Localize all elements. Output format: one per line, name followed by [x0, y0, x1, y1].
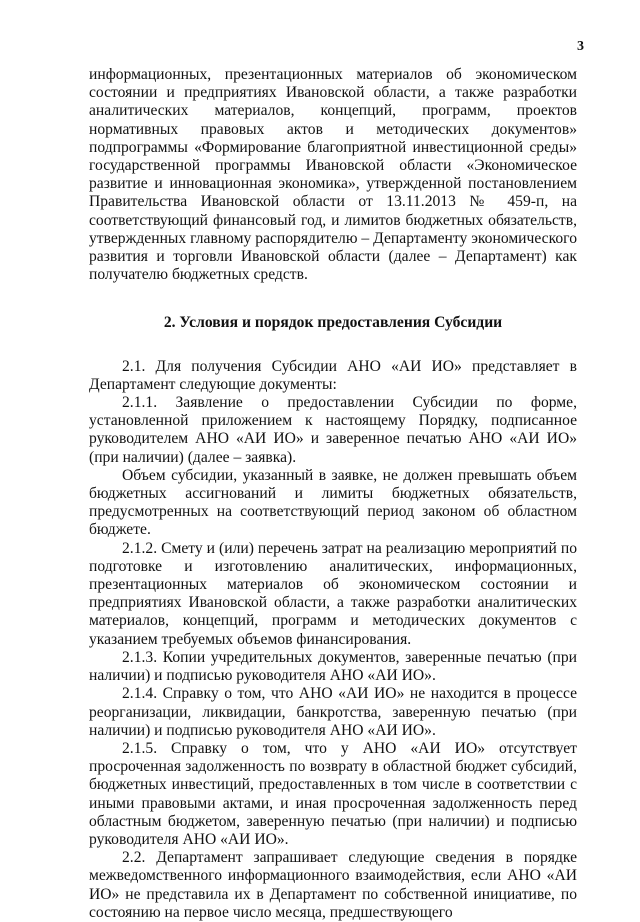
paragraph-2-1-5: 2.1.5. Справку о том, что у АНО «АИ ИО» отсутствует просроченная задолженность по возврату в областной бюджет субсидий, бюджетных инвестиций, предоставленных в том числе в соответствии с иными правовыми актами, и иная просроченная задолженность перед областным бюджетом, заверенную печатью (при наличии) и подписью руководителя АНО «АИ ИО».: [89, 739, 577, 848]
paragraph-2-1: 2.1. Для получения Субсидии АНО «АИ ИО» представляет в Департамент следующие документы:: [89, 357, 577, 393]
paragraph-2-2: 2.2. Департамент запрашивает следующие сведения в порядке межведомственного информационного взаимодействия, если АНО «АИ ИО» не представила их в Департамент по собственной инициативе, по состоянию на первое число месяца, предшествующего: [89, 849, 577, 921]
paragraph-2-1-2: 2.1.2. Смету и (или) перечень затрат на реализацию мероприятий по подготовке и изготовлению аналитических, информационных, презентационных материалов об экономическом состоянии и предприятиях Ивановской области, а также разработки аналитических материалов, концепций, программ и методических документов с указанием требуемых объемов финансирования.: [89, 539, 577, 648]
paragraph-funding-continuation: информационных, презентационных материалов об экономическом состоянии и предприятиях Ивановской области, а также разработки аналитических материалов, концепций, программ, проектов нормативных правовых актов и методических документов» подпрограммы «Формирование благоприятной инвестиционной среды» государственной программы Ивановской области «Экономическое развитие и инновационная экономика», утвержденной постановлением Правительства Ивановской области от 13.11.2013 № 459-п, на соответствующий финансовый год, и лимитов бюджетных обязательств, утвержденных главному распорядителю – Департаменту экономического развития и торговли Ивановской области (далее – Департамент) как получателю бюджетных средств.: [89, 66, 577, 284]
paragraph-2-1-3: 2.1.3. Копии учредительных документов, заверенные печатью (при наличии) и подписью руководителя АНО «АИ ИО».: [89, 648, 577, 685]
paragraph-2-1-4: 2.1.4. Справку о том, что АНО «АИ ИО» не находится в процессе реорганизации, ликвидации, банкротства, заверенную печатью (при наличии) и подписью руководителя АНО «АИ ИО».: [89, 685, 577, 739]
paragraph-2-1-1: 2.1.1. Заявление о предоставлении Субсидии по форме, установленной приложением к настоящему Порядку, подписанное руководителем АНО «АИ ИО» и заверенное печатью АНО «АИ ИО» (при наличии) (далее – заявка).: [89, 394, 577, 466]
document-body: [89, 66, 577, 922]
section-heading: 2. Условия и порядок предоставления Субсидии: [163, 314, 503, 332]
paragraph-subsidy-volume: Объем субсидии, указанный в заявке, не должен превышать объем бюджетных ассигнований и лимиты бюджетных обязательств, предусмотренных на соответствующий период законом об областном бюджете.: [89, 466, 577, 539]
page-number: 3: [577, 39, 584, 54]
